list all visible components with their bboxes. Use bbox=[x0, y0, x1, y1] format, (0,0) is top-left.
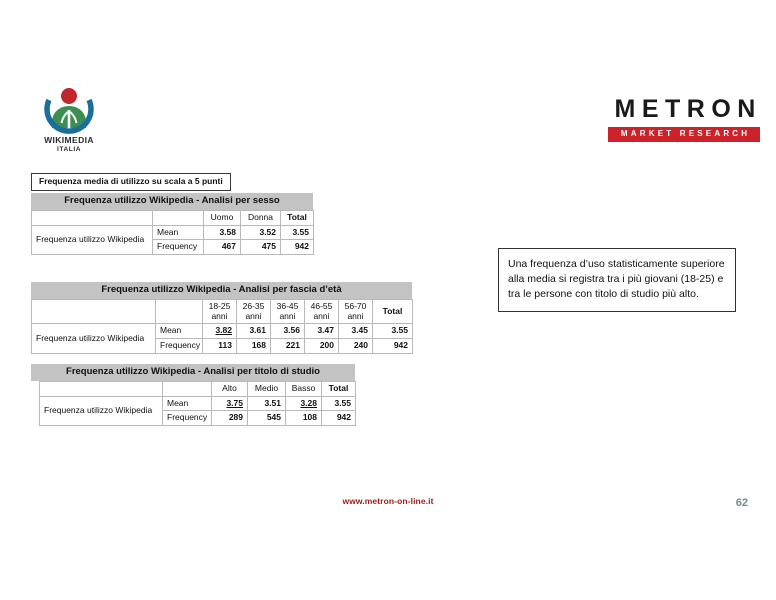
column-header: 26-35 anni bbox=[237, 299, 271, 324]
cell-value: 200 bbox=[305, 339, 339, 354]
column-header: 46-55 anni bbox=[305, 299, 339, 324]
table-header-row bbox=[32, 210, 314, 225]
page-number: 62 bbox=[735, 497, 748, 509]
column-header: 56-70 anni bbox=[339, 299, 373, 324]
table-row bbox=[32, 225, 314, 240]
table-grid bbox=[31, 210, 314, 255]
stat-label: Mean bbox=[153, 225, 204, 240]
stat-label: Frequency bbox=[153, 240, 204, 255]
cell-value: 3.58 bbox=[204, 225, 241, 240]
table-grid bbox=[39, 381, 356, 426]
cell-value: 3.51 bbox=[248, 396, 286, 411]
column-header: 36-45 anni bbox=[271, 299, 305, 324]
table-title: Frequenza utilizzo Wikipedia - Analisi per titolo di studio bbox=[31, 364, 355, 381]
cell-value: 3.55 bbox=[322, 396, 356, 411]
caption-label: Frequenza media di utilizzo su scala a 5 punti bbox=[31, 173, 231, 191]
cell-value: 168 bbox=[237, 339, 271, 354]
metron-logo-word: METRON bbox=[614, 95, 762, 123]
row-label: Frequenza utilizzo Wikipedia bbox=[40, 396, 163, 426]
column-header-total: Total bbox=[322, 381, 356, 396]
cell-value-highlighted: 3.82 bbox=[203, 324, 237, 339]
cell-value: 942 bbox=[373, 339, 413, 354]
column-header: Alto bbox=[212, 381, 248, 396]
stat-label: Frequency bbox=[163, 411, 212, 426]
cell-value-highlighted: 3.28 bbox=[286, 396, 322, 411]
corner-cell bbox=[32, 210, 153, 225]
row-label: Frequenza utilizzo Wikipedia bbox=[32, 324, 156, 354]
cell-value: 942 bbox=[281, 240, 314, 255]
wikimedia-logo-sub: ITALIA bbox=[56, 145, 82, 153]
cell-value: 289 bbox=[212, 411, 248, 426]
table-analisi-per-sesso bbox=[31, 193, 313, 255]
column-header: Medio bbox=[248, 381, 286, 396]
cell-value: 942 bbox=[322, 411, 356, 426]
cell-value: 3.52 bbox=[241, 225, 281, 240]
table-analisi-per-fascia-eta bbox=[31, 282, 412, 354]
cell-value: 3.55 bbox=[373, 324, 413, 339]
cell-value: 240 bbox=[339, 339, 373, 354]
cell-value: 475 bbox=[241, 240, 281, 255]
table-row bbox=[32, 324, 413, 339]
cell-value: 108 bbox=[286, 411, 322, 426]
column-header-total: Total bbox=[281, 210, 314, 225]
wikimedia-italia-logo bbox=[30, 86, 108, 154]
table-title: Frequenza utilizzo Wikipedia - Analisi per fascia d’età bbox=[31, 282, 412, 299]
cell-value: 545 bbox=[248, 411, 286, 426]
column-header: 18-25 anni bbox=[203, 299, 237, 324]
wikimedia-logo-mark bbox=[43, 86, 95, 134]
column-header-total: Total bbox=[373, 299, 413, 324]
corner-cell bbox=[163, 381, 212, 396]
table-header-row bbox=[32, 299, 413, 324]
stat-label: Mean bbox=[156, 324, 203, 339]
cell-value: 3.45 bbox=[339, 324, 373, 339]
corner-cell bbox=[153, 210, 204, 225]
row-label: Frequenza utilizzo Wikipedia bbox=[32, 225, 153, 255]
cell-value: 3.55 bbox=[281, 225, 314, 240]
table-row bbox=[40, 396, 356, 411]
cell-value: 3.56 bbox=[271, 324, 305, 339]
table-title: Frequenza utilizzo Wikipedia - Analisi per sesso bbox=[31, 193, 313, 210]
corner-cell bbox=[156, 299, 203, 324]
wikimedia-logo-name: WIKIMEDIA bbox=[44, 135, 94, 145]
column-header: Uomo bbox=[204, 210, 241, 225]
stat-label: Frequency bbox=[156, 339, 203, 354]
cell-value: 221 bbox=[271, 339, 305, 354]
table-grid bbox=[31, 299, 413, 354]
cell-value-highlighted: 3.75 bbox=[212, 396, 248, 411]
table-analisi-per-titolo-studio bbox=[31, 364, 355, 426]
column-header: Donna bbox=[241, 210, 281, 225]
cell-value: 3.61 bbox=[237, 324, 271, 339]
metron-logo-tagline: MARKET RESEARCH bbox=[608, 127, 760, 142]
table-header-row bbox=[40, 381, 356, 396]
metron-logo bbox=[608, 97, 760, 142]
insight-note-box: Una frequenza d’uso statisticamente superiore alla media si registra tra i più giovani (18-25) e tra le persone con titolo di studio più alto. bbox=[498, 248, 736, 312]
cell-value: 3.47 bbox=[305, 324, 339, 339]
stat-label: Mean bbox=[163, 396, 212, 411]
cell-value: 467 bbox=[204, 240, 241, 255]
corner-cell bbox=[40, 381, 163, 396]
column-header: Basso bbox=[286, 381, 322, 396]
footer-url[interactable]: www.metron-on-line.it bbox=[342, 496, 434, 506]
corner-cell bbox=[32, 299, 156, 324]
cell-value: 113 bbox=[203, 339, 237, 354]
